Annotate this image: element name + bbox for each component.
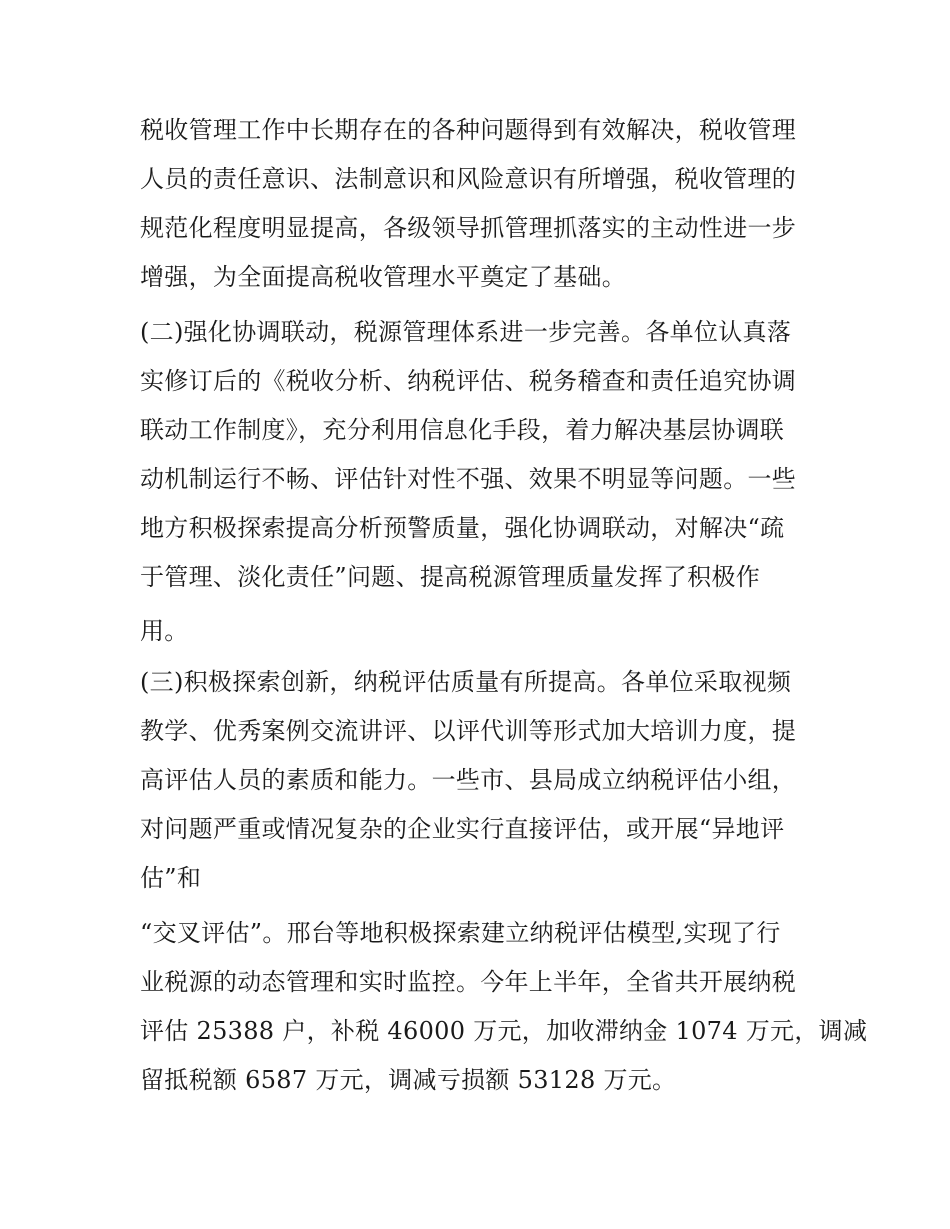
text-line: 联动工作制度》，充分利用信息化手段，着力解决基层协调联 [140,416,785,444]
text-line: 动机制运行不畅、评估针对性不强、效果不明显等问题。一些 [140,465,797,493]
text-line: 业税源的动态管理和实时监控。今年上半年，全省共开展纳税 [140,968,797,996]
section-heading-2: (二)强化协调联动，税源管理体系进一步完善。各单位认真落 [140,318,792,346]
text-line: 对问题严重或情况复杂的企业实行直接评估，或开展“异地评 [140,815,785,843]
text-line: 人员的责任意识、法制意识和风险意识有所增强，税收管理的 [140,165,797,193]
text-line: 于管理、淡化责任”问题、提高税源管理质量发挥了积极作 [140,563,761,591]
text-line: 留抵税额 6587 万元，调减亏损额 53128 万元。 [140,1066,677,1094]
text-line: 地方积极探索提高分析预警质量，强化协调联动，对解决“疏 [140,514,785,542]
text-line: 估”和 [140,864,202,892]
text-line: 增强，为全面提高税收管理水平奠定了基础。 [140,263,626,291]
text-line: 用。 [140,617,189,645]
text-line: “交叉评估”。邢台等地积极探索建立纳税评估模型,实现了行 [140,919,781,947]
text-line: 税收管理工作中长期存在的各种问题得到有效解决，税收管理 [140,116,797,144]
text-line: 评估 25388 户，补税 46000 万元，加收滞纳金 1074 万元，调减 [140,1017,868,1045]
text-line: 实修订后的《税收分析、纳税评估、税务稽查和责任追究协调 [140,367,797,395]
text-line: 高评估人员的素质和能力。一些市、县局成立纳税评估小组， [140,766,797,794]
text-line: 教学、优秀案例交流讲评、以评代训等形式加大培训力度，提 [140,717,797,745]
text-line: 规范化程度明显提高，各级领导抓管理抓落实的主动性进一步 [140,214,797,242]
section-heading-3: (三)积极探索创新，纳税评估质量有所提高。各单位采取视频 [140,668,792,696]
